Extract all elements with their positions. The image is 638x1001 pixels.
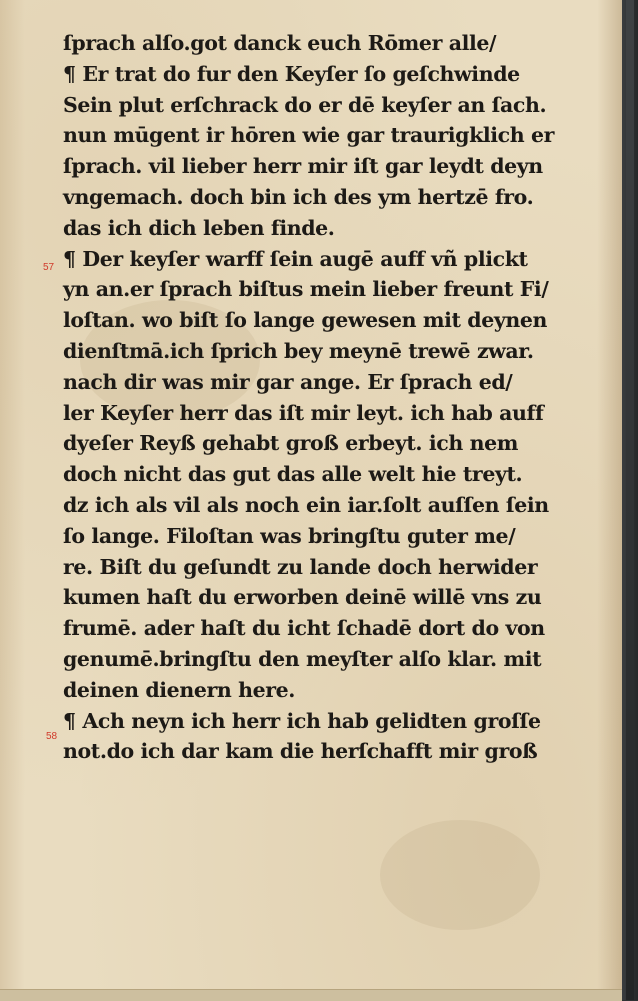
- text-line: re. Biſt du geſundt zu lande doch herwider: [63, 554, 538, 579]
- text-line: deinen dienern here.: [63, 677, 296, 702]
- text-line: genumē.bringſtu den meyſter alſo klar. mit: [63, 646, 542, 671]
- text-line: dyeſer Reyß gehabt groß erbeyt. ich nem: [63, 431, 519, 456]
- text-line: ¶ Ach neyn ich herr ich hab gelidten groſſe: [63, 708, 541, 733]
- text-line: ¶ Der keyſer warff ſein augē auff vñ plickt: [63, 246, 528, 271]
- text-line: ¶ Er trat do fur den Keyſer ſo geſchwinde: [63, 61, 520, 86]
- text-line: ler Keyſer herr das iſt mir leyt. ich hab auff: [63, 400, 544, 425]
- line-number-marker: 57: [43, 262, 55, 273]
- text-line: vngemach. doch bin ich des ym hertzē fro.: [63, 184, 534, 209]
- binding-strip: [626, 0, 634, 1000]
- text-line: ſo lange. Filoſtan was bringſtu guter me/: [63, 523, 516, 548]
- text-line: not.do ich dar kam die herſchafft mir groß: [63, 739, 538, 764]
- text-line: nun mūgent ir hōren wie gar traurigklich er: [63, 123, 555, 148]
- text-line: kumen haſt du erworben deinē willē vns zu: [63, 585, 542, 610]
- text-line: nach dir was mir gar ange. Er ſprach ed/: [63, 369, 513, 394]
- text-line: Sein plut erſchrack do er dē keyſer an ſach.: [63, 92, 547, 117]
- text-line: frumē. ader haſt du icht ſchadē dort do von: [63, 616, 545, 641]
- book-binding-edge: [622, 0, 638, 1000]
- page-bottom-edge: [0, 989, 622, 1001]
- paper-stain: [380, 820, 540, 930]
- text-line: das ich dich leben finde.: [63, 215, 335, 240]
- text-line: yn an.er ſprach biſtus mein lieber freunt Fi/: [63, 277, 549, 302]
- text-line: ſprach alſo.got danck euch Rōmer alle/: [63, 31, 497, 55]
- text-line: dienſtmā.ich ſprich bey meynē trewē zwar.: [63, 338, 534, 363]
- text-line: ſprach. vil lieber herr mir iſt gar leydt deyn: [63, 154, 543, 179]
- text-line: loſtan. wo biſt ſo lange gewesen mit deynen: [63, 308, 548, 333]
- text-line: doch nicht das gut das alle welt hie treyt.: [63, 462, 523, 487]
- line-number-marker: 58: [46, 731, 58, 742]
- blackletter-text-block: [63, 28, 568, 767]
- text-line: dz ich als vil als noch ein iar.ſolt auſſen ſein: [63, 492, 549, 517]
